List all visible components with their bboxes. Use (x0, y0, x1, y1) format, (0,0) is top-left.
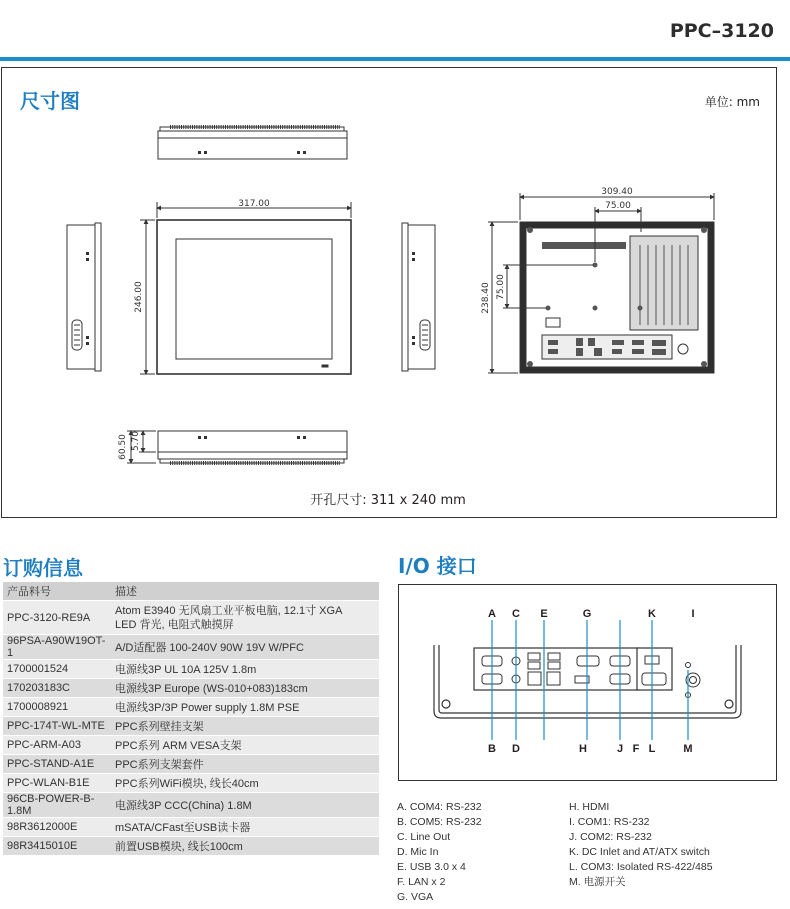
product-title: PPC–3120 (669, 20, 774, 42)
legend-item: K. DC Inlet and AT/ATX switch (569, 846, 710, 858)
legend-item: I. COM1: RS-232 (569, 816, 650, 828)
description: PPC系列 ARM VESA支架 (111, 736, 379, 755)
io-letter-A: A (488, 608, 496, 620)
cutout-size-label: 开孔尺寸: 311 x 240 mm (310, 493, 466, 508)
io-title: I/O 接口 (398, 554, 477, 578)
legend-item: A. COM4: RS-232 (397, 801, 482, 813)
legend-item: J. COM2: RS-232 (569, 831, 652, 843)
depth-front-label: 5.70 (131, 430, 141, 452)
header-part-number: 产品料号 (3, 582, 111, 601)
part-number: 1700008921 (3, 698, 111, 717)
part-number: PPC-STAND-A1E (3, 755, 111, 774)
description: 电源线3P UL 10A 125V 1.8m (111, 660, 379, 679)
io-letter-K: K (648, 608, 656, 620)
unit-label: 单位: mm (704, 95, 760, 109)
rear-vesa-v-label: 75.00 (496, 274, 506, 300)
description: A/D适配器 100-240V 90W 19V W/PFC (111, 635, 379, 660)
io-letter-J: J (616, 743, 624, 755)
part-number: 98R3415010E (3, 837, 111, 856)
description: 前置USB模块, 线长100cm (111, 837, 379, 856)
description: mSATA/CFast至USB读卡器 (111, 818, 379, 837)
io-legend-right (569, 800, 713, 890)
dimension-title: 尺寸图 (20, 89, 80, 113)
io-letter-C: C (512, 608, 520, 620)
description: 电源线3P/3P Power supply 1.8M PSE (111, 698, 379, 717)
part-number: PPC-174T-WL-MTE (3, 717, 111, 736)
io-letter-B: B (488, 743, 496, 755)
front-height-label: 246.00 (134, 281, 144, 313)
io-letter-E: E (540, 608, 548, 620)
io-legend-left (397, 800, 482, 905)
io-letter-F: F (632, 743, 640, 755)
part-number: PPC-ARM-A03 (3, 736, 111, 755)
legend-item: M. 电源开关 (569, 876, 626, 888)
legend-item: E. USB 3.0 x 4 (397, 861, 466, 873)
description: 电源线3P Europe (WS-010+083)183cm (111, 679, 379, 698)
depth-total-label: 60.50 (118, 434, 128, 460)
part-number: PPC-WLAN-B1E (3, 774, 111, 793)
description-line-2: LED 背光, 电阻式触摸屏 (115, 618, 234, 631)
io-letter-L: L (648, 743, 656, 755)
front-width-label: 317.00 (238, 199, 270, 209)
rear-width-label: 309.40 (601, 187, 633, 197)
legend-item: C. Line Out (397, 831, 451, 843)
io-letter-D: D (512, 743, 520, 755)
description: PPC系列WiFi模块, 线长40cm (111, 774, 379, 793)
description: PPC系列壁挂支架 (111, 717, 379, 736)
part-number: 98R3612000E (3, 818, 111, 837)
description-line-1: Atom E3940 无风扇工业平板电脑, 12.1寸 XGA (115, 604, 343, 617)
ordering-title: 订购信息 (3, 556, 83, 580)
part-number: PPC-3120-RE9A (3, 601, 111, 635)
legend-item: F. LAN x 2 (397, 876, 446, 888)
io-letter-H: H (579, 743, 587, 755)
legend-item: D. Mic In (397, 846, 439, 858)
rear-vesa-h-label: 75.00 (605, 201, 631, 211)
io-letter-G: G (582, 608, 592, 620)
part-number: 96PSA-A90W19OT-1 (3, 635, 111, 660)
description: PPC系列支架套件 (111, 755, 379, 774)
header-description: 描述 (111, 582, 379, 601)
legend-item: G. VGA (397, 891, 434, 903)
part-number: 96CB-POWER-B-1.8M (3, 793, 111, 818)
part-number: 170203183C (3, 679, 111, 698)
part-number: 1700001524 (3, 660, 111, 679)
io-letter-I: I (691, 608, 695, 620)
legend-item: B. COM5: RS-232 (397, 816, 482, 828)
rear-height-label: 238.40 (481, 282, 491, 314)
legend-item: L. COM3: Isolated RS-422/485 (569, 861, 713, 873)
legend-item: H. HDMI (569, 801, 610, 813)
description: 电源线3P CCC(China) 1.8M (111, 793, 379, 818)
io-letter-M: M (683, 743, 693, 755)
